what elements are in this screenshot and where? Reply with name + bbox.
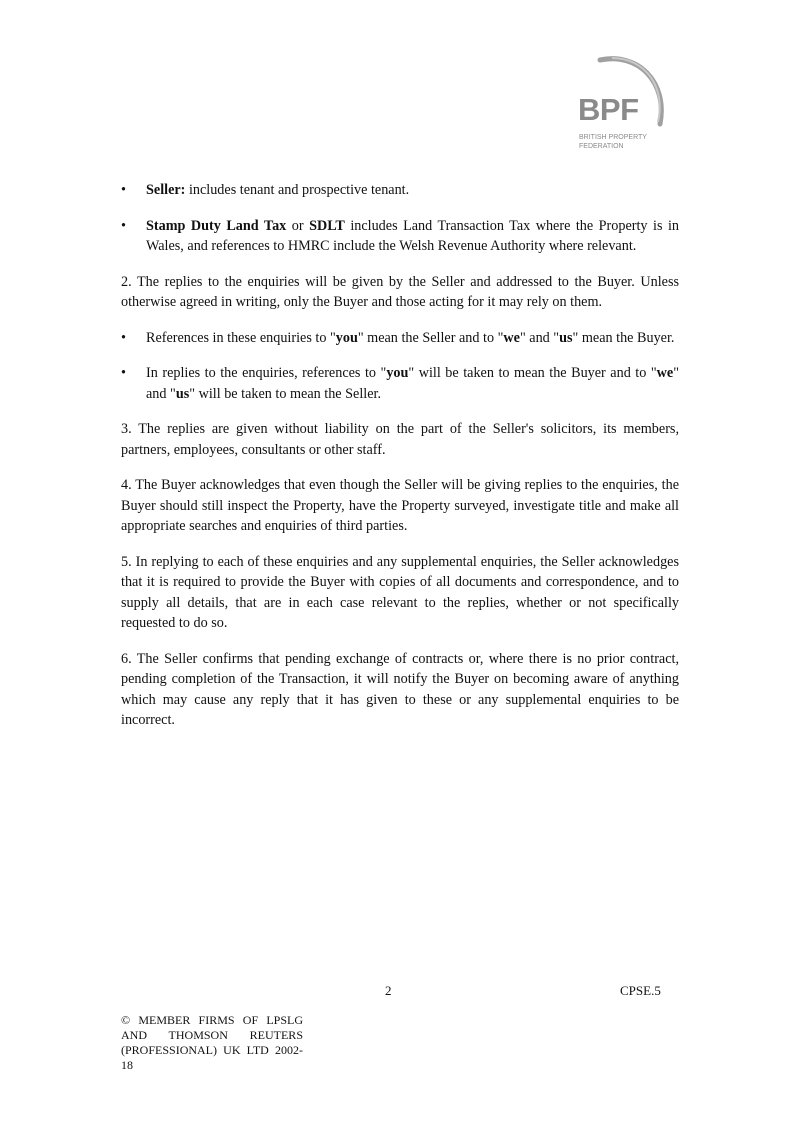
logo-subtitle: BRITISH PROPERTY FEDERATION: [579, 134, 647, 150]
term: Seller:: [146, 182, 186, 198]
term: us: [559, 329, 573, 346]
text: References in these enquiries to ": [146, 329, 336, 346]
list-item: [121, 363, 679, 404]
text: In replies to the enquiries, references to ": [146, 365, 387, 381]
document-body: [121, 180, 679, 746]
paragraph: 6. The Seller confirms that pending exchange of contracts or, where there is no prior contract, pending completion of the Transaction, it will notify the Buyer on becoming aware of anything which may cause any reply that it has given to these or any supplemental enquiries to be incorrect.: [121, 650, 679, 728]
bpf-logo: [560, 52, 670, 157]
text: " and ": [519, 329, 560, 346]
paragraph: 4. The Buyer acknowledges that even though the Seller will be giving replies to the enquiries, the Buyer should still inspect the Property, have the Property surveyed, investigate title and make all appropriate searches and enquiries of third parties.: [121, 477, 679, 534]
bullet-icon: •: [121, 365, 126, 381]
term: SDLT: [309, 217, 345, 234]
paragraph: 5. In replying to each of these enquiries and any supplemental enquiries, the Seller acknowledges that it is required to provide the Buyer with copies of all documents and correspondence, and to supply all details, that are in each case relevant to the replies, whether or not specifically requested to do so.: [121, 553, 679, 631]
text: " mean the Buyer.: [572, 329, 675, 346]
bullet-icon: •: [121, 329, 126, 346]
copyright-notice: © MEMBER FIRMS OF LPSLG AND THOMSON REUTERS (PROFESSIONAL) UK LTD 2002-18: [121, 1013, 303, 1072]
bullet-icon: •: [121, 182, 126, 198]
text: " will be taken to mean the Seller.: [189, 385, 382, 402]
text: " will be taken to mean the Buyer and to ": [408, 365, 657, 381]
list-item: [121, 328, 679, 349]
text: " mean the Seller and to ": [357, 329, 504, 346]
text: " and ": [146, 365, 679, 402]
connector: or: [286, 217, 310, 234]
term: you: [335, 329, 358, 346]
term: you: [386, 365, 409, 381]
paragraph: 2. The replies to the enquiries will be given by the Seller and addressed to the Buyer. Unless otherwise agreed in writing, only the Buyer and those acting for it may rely on them.: [121, 273, 679, 310]
term: us: [175, 385, 190, 402]
document-code: CPSE.5: [620, 983, 661, 998]
logo-mark: BPF: [578, 92, 639, 127]
page-number: 2: [385, 983, 392, 998]
paragraph: 3. The replies are given without liability on the part of the Seller's solicitors, its members, partners, employees, consultants or other staff.: [121, 421, 679, 458]
term: we: [656, 365, 674, 381]
definition: includes tenant and prospective tenant.: [185, 182, 410, 198]
bullet-icon: •: [121, 217, 126, 234]
term: we: [503, 329, 520, 346]
term: Stamp Duty Land Tax: [146, 217, 287, 234]
list-item: [121, 180, 679, 201]
definition: includes Land Transaction Tax where the Property is in Wales, and references to HMRC include the Welsh Revenue Authority where relevant.: [146, 217, 679, 254]
list-item: [121, 216, 679, 257]
